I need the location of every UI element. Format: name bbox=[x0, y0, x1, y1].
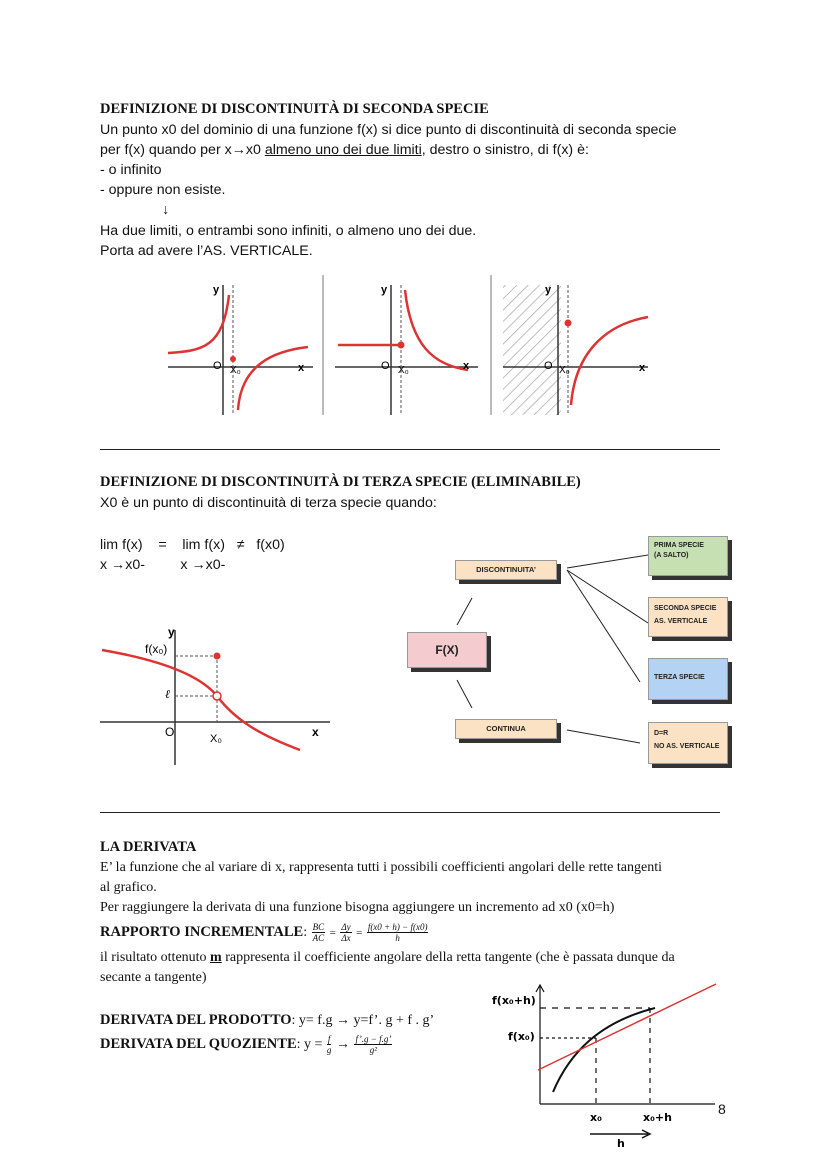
seconda-specie-line1: SECONDA SPECIE bbox=[654, 605, 717, 612]
tangent-graph bbox=[490, 982, 722, 1150]
graph2-y-label: y bbox=[381, 284, 388, 296]
graph2-o-label: O bbox=[381, 360, 390, 372]
section3-heading: LA DERIVATA bbox=[100, 839, 197, 855]
limit-line1: lim f(x) = lim f(x) ≠ f(x0) bbox=[100, 537, 285, 553]
graph5-x0h-label: x₀+h bbox=[643, 1111, 672, 1124]
derivata-line2: al grafico. bbox=[100, 880, 157, 895]
quoziente-f: f bbox=[327, 1034, 331, 1045]
section1-line3: - o infinito bbox=[100, 162, 162, 178]
graph3-x-label: x bbox=[639, 362, 646, 374]
graph3-x0-label: X₀ bbox=[559, 365, 570, 376]
section2-intro: X0 è un punto di discontinuità di terza specie quando: bbox=[100, 495, 437, 511]
frac-dx: Δx bbox=[341, 933, 351, 944]
line4-b: rappresenta il coefficiente angolare della retta tangente (che è passata dunque da bbox=[221, 950, 675, 965]
seconda-specie-line2: AS. VERTICALE bbox=[654, 618, 708, 625]
graph4-y-label: y bbox=[168, 625, 175, 639]
quoziente-num: f’.g − f.g’ bbox=[355, 1034, 392, 1045]
page-number: 8 bbox=[718, 1101, 726, 1117]
graph5-fxh-label: f(x₀+h) bbox=[492, 994, 536, 1007]
line4-m: m bbox=[210, 950, 222, 965]
section1-line2-underlined: almeno uno dei due limiti bbox=[264, 142, 422, 158]
fx-box: F(X) bbox=[407, 632, 487, 668]
prima-specie-line2: (A SALTO) bbox=[654, 552, 689, 559]
prima-specie-box bbox=[648, 536, 728, 576]
quoziente-den: g² bbox=[369, 1045, 377, 1056]
quoziente-y: : y = bbox=[296, 1037, 323, 1052]
section1-heading: DEFINIZIONE DI DISCONTINUITÀ DI SECONDA SPECIE bbox=[100, 101, 489, 117]
graph5-x0-label: x₀ bbox=[590, 1111, 602, 1124]
section1-line5: Ha due limiti, o entrambi sono infiniti, o almeno uno dei due. bbox=[100, 223, 477, 239]
derivata-prodotto bbox=[100, 1010, 434, 1031]
derivata-line4 bbox=[100, 948, 675, 968]
third-species-graph bbox=[100, 620, 335, 770]
quoziente-label: DERIVATA DEL QUOZIENTE bbox=[100, 1036, 297, 1052]
graph1-o-label: O bbox=[213, 360, 222, 372]
continua-box: CONTINUA bbox=[455, 719, 557, 739]
graph2-x-label: x bbox=[463, 360, 470, 372]
dr-line2: NO AS. VERTICALE bbox=[654, 743, 720, 750]
frac-den: h bbox=[395, 933, 400, 944]
frac-bc: BC bbox=[312, 922, 325, 933]
graph4-l-label: ℓ bbox=[165, 687, 170, 701]
graph5-h-label: h bbox=[617, 1137, 625, 1150]
graph4-o-label: O bbox=[165, 725, 175, 739]
dr-line1: D=R bbox=[654, 730, 669, 737]
discontinuita-box: DISCONTINUITA’ bbox=[455, 560, 557, 580]
graph2 bbox=[335, 284, 478, 415]
section1-line2-b: , destro o sinistro, di f(x) è: bbox=[421, 142, 589, 158]
limit-line2: x →x0- x →x0- bbox=[100, 557, 226, 573]
rapporto-incrementale: RAPPORTO INCREMENTALE: $\frac{BC}{AC}$ = $\frac{\Delta y}{\Delta x}$ = $\frac{f(x0 + h) - f(x0)}{h}$ bbox=[100, 922, 428, 944]
graph3 bbox=[503, 284, 648, 415]
graph4-fx0-label: f(x₀) bbox=[145, 642, 168, 656]
derivata-line5: secante a tangente) bbox=[100, 970, 207, 985]
dr-box bbox=[648, 722, 728, 764]
graph1-y-label: y bbox=[213, 284, 220, 296]
frac-dy: Δy bbox=[341, 922, 351, 933]
graph1-x-label: x bbox=[298, 362, 305, 374]
frac-ac: AC bbox=[312, 933, 325, 944]
divider-2 bbox=[100, 812, 720, 813]
down-arrow-icon: ↓ bbox=[162, 202, 170, 218]
seconda-specie-box bbox=[648, 597, 728, 637]
section1-line2-a: per f(x) quando per x→x0 bbox=[100, 142, 265, 158]
second-species-graphs bbox=[163, 265, 660, 425]
graph4-x-label: x bbox=[312, 725, 319, 739]
quoziente-g: g bbox=[326, 1045, 332, 1056]
graph5-fx-label: f(x₀) bbox=[508, 1030, 535, 1043]
rapporto-label: RAPPORTO INCREMENTALE bbox=[100, 924, 304, 940]
prodotto-label: DERIVATA DEL PRODOTTO bbox=[100, 1012, 292, 1028]
section2-heading: DEFINIZIONE DI DISCONTINUITÀ DI TERZA SPECIE (ELIMINABILE) bbox=[100, 474, 581, 490]
graph3-o-label: O bbox=[544, 360, 553, 372]
graph2-x0-label: X₀ bbox=[398, 365, 409, 376]
line4-a: il risultato ottenuto bbox=[100, 950, 211, 965]
derivata-line1: E’ la funzione che al variare di x, rappresenta tutti i possibili coefficienti angolari delle rette tangenti bbox=[100, 860, 662, 875]
prodotto-formula: : y= f.g → y=f’. g + f . g’ bbox=[291, 1013, 435, 1028]
graph1 bbox=[168, 284, 313, 415]
terza-specie-box: TERZA SPECIE bbox=[648, 658, 728, 700]
derivata-line3: Per raggiungere la derivata di una funzione bisogna aggiungere un incremento ad x0 (x0=h) bbox=[100, 900, 615, 915]
graph3-y-label: y bbox=[545, 284, 552, 296]
quoziente-arrow: → bbox=[335, 1037, 350, 1052]
frac-num: f(x0 + h) − f(x0) bbox=[367, 922, 428, 933]
divider-1 bbox=[100, 449, 720, 450]
section1-line4: - oppure non esiste. bbox=[100, 182, 226, 198]
section1-line6: Porta ad avere l’AS. VERTICALE. bbox=[100, 243, 313, 259]
section1-line2 bbox=[100, 140, 589, 160]
derivata-quoziente bbox=[100, 1030, 393, 1059]
graph1-x0-label: X₀ bbox=[230, 365, 241, 376]
prima-specie-line1: PRIMA SPECIE bbox=[654, 542, 704, 549]
section1-line1: Un punto x0 del dominio di una funzione f(x) si dice punto di discontinuità di seconda specie bbox=[100, 122, 677, 138]
graph4-x0-label: X₀ bbox=[210, 733, 222, 745]
